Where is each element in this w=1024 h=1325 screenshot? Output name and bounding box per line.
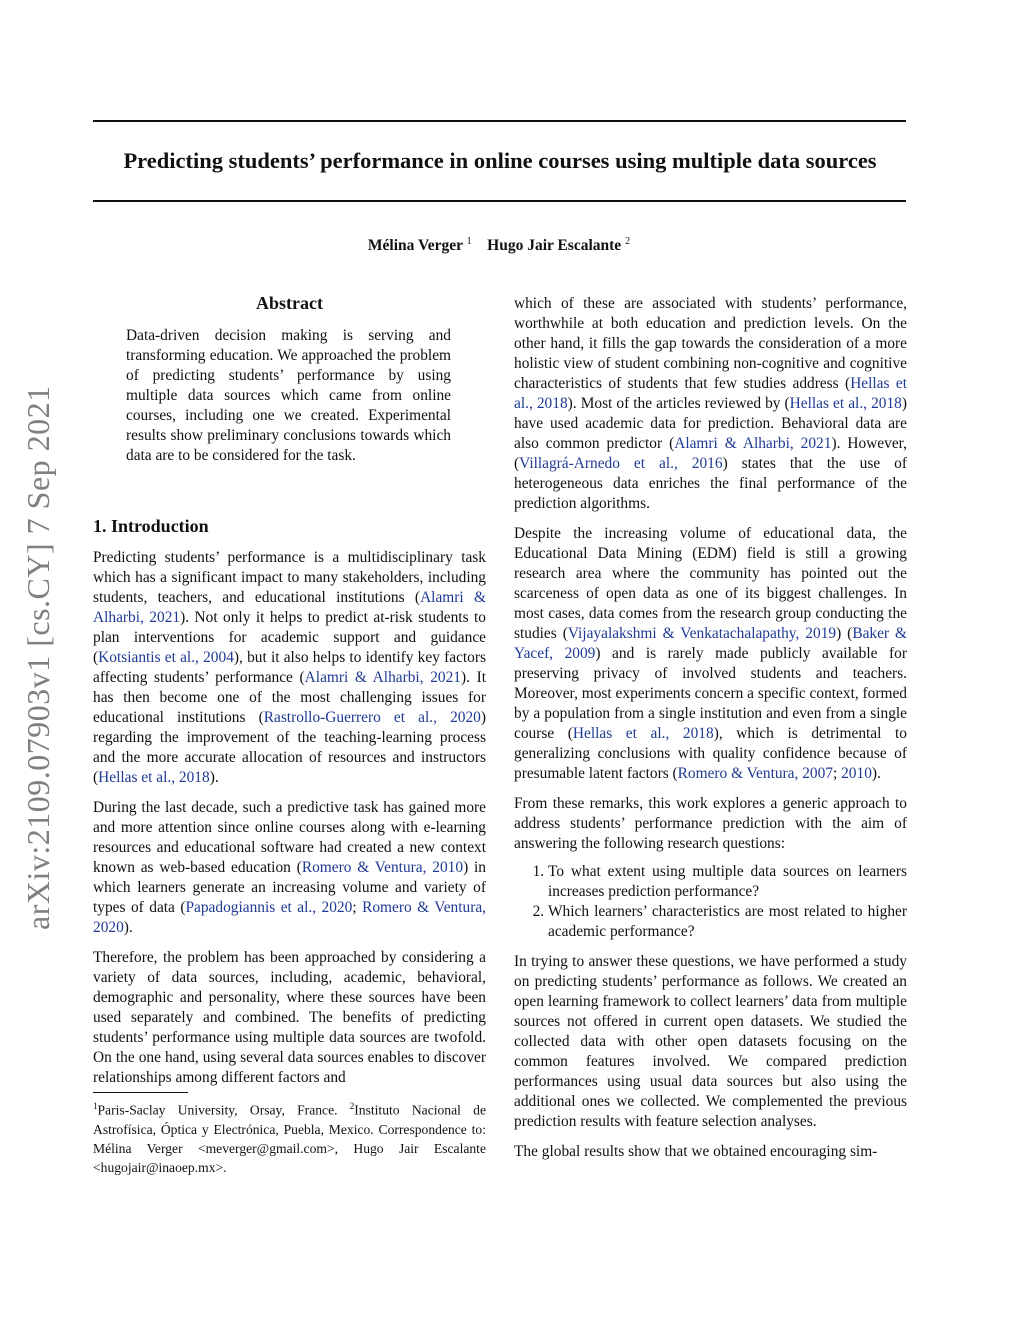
- paper-title: Predicting students’ performance in online courses using multiple data sources: [123, 148, 877, 173]
- citation-link[interactable]: Vijayalakshmi & Venkatachalapathy, 2019: [567, 625, 837, 642]
- section-heading: 1. Introduction: [93, 516, 209, 536]
- body-paragraph: Despite the increasing volume of educational data, the Educational Data Mining (EDM) field is still a growing research area where the community has pointed out the scarceness of open data as one of its biggest challenges. In most cases, data comes from the research group conducting the studies (Vijayalakshmi & Venkatachalapathy, 2019) (Baker & Yacef, 2009) and is rarely made publicly available for preserving privacy of involved students and teachers. Moreover, most experiments concern a specific context, formed by a population from a single institution and even from a single course (Hellas et al., 2018), which is detrimental to generalizing conclusions with quality confidence because of presumable latent factors (Romero & Ventura, 2007; 2010).: [514, 525, 907, 782]
- citation-link[interactable]: Villagrá-Arnedo et al., 2016: [519, 455, 723, 472]
- citation-link[interactable]: Alamri & Alharbi, 2021: [674, 435, 832, 452]
- footnote-rule: [93, 1092, 188, 1093]
- body-paragraph: During the last decade, such a predictive task has gained more and more attention since online courses along with e-learning resources and educational software had created a new context known as web-based education (Romero & Ventura, 2010) in which learners generate an increasing volume and variety of types of data (Papadogiannis et al., 2020; Romero & Ventura, 2020).: [93, 799, 487, 936]
- footnote: $^1$Paris-Saclay University, Orsay, France. $^2$Instituto Nacional de Astrofísica, Óptica y Electrónica, Puebla, Mexico. Correspondence to: Mélina Verger <meverger@gmail.com>, Hugo Jair Escalante <hugojair@inaoep.mx>.: [93, 1101, 486, 1175]
- citation-link[interactable]: Alamri & Alharbi, 2021: [304, 669, 461, 686]
- body-paragraph: Therefore, the problem has been approached by considering a variety of data sources, including, academic, behavioral, demographic and personality, where these sources have been used separately and combined. The benefits of predicting students’ performance using multiple data sources are twofold. On the one hand, using several data sources enables to discover relationships among different factors and: [93, 949, 486, 1086]
- title-rule-bottom: [93, 200, 906, 202]
- citation-link[interactable]: Hellas et al., 2018: [789, 395, 902, 412]
- title-rule-top: [93, 120, 906, 122]
- body-paragraph: From these remarks, this work explores a generic approach to address students’ performance prediction with the aim of answering the following research questions:: [514, 795, 907, 852]
- arxiv-identifier-stamp: arXiv:2109.07903v1 [cs.CY] 7 Sep 2021: [20, 385, 56, 930]
- citation-link[interactable]: Romero & Ventura, 2020: [93, 899, 486, 936]
- author-name: Hugo Jair Escalante: [487, 237, 622, 255]
- body-paragraph: The global results show that we obtained encouraging sim-: [514, 1143, 878, 1160]
- body-paragraph: In trying to answer these questions, we have performed a study on predicting students’ performance as follows. We created an open learning framework to collect learners’ data from multiple sources not offered in current open datasets. We studied the collected data with other open datasets focusing on the common features involved. We compared prediction performances using usual data sources but also using the additional ones we collected. We complemented the previous prediction results with feature selection analyses.: [514, 953, 907, 1130]
- author-affiliation-mark: 2: [625, 236, 631, 247]
- author-name: Mélina Verger: [367, 237, 463, 255]
- abstract-heading: Abstract: [256, 293, 323, 313]
- left-column: [93, 290, 486, 1088]
- citation-link[interactable]: Alamri & Alharbi, 2021: [93, 589, 486, 626]
- citation-link[interactable]: 2010: [841, 765, 872, 782]
- list-item: 1. To what extent using multiple data sources on learners increases prediction performance?: [548, 862, 907, 902]
- research-questions-list: [514, 862, 907, 942]
- citation-link[interactable]: Hellas et al., 2018: [514, 375, 907, 412]
- author-list: [0, 236, 998, 255]
- citation-link[interactable]: Romero & Ventura, 2010: [301, 859, 464, 876]
- citation-link[interactable]: Rastrollo-Guerrero et al., 2020: [263, 709, 481, 726]
- abstract-text: Data-driven decision making is serving and transforming education. We approached the problem of predicting students’ performance by using multiple data sources which came from online courses, including one we created. Experimental results show preliminary conclusions towards which data are to be considered for the task.: [126, 327, 451, 464]
- author-affiliation-mark: 1: [466, 236, 472, 247]
- right-column: [514, 294, 907, 1162]
- list-item: 2. Which learners’ characteristics are most related to higher academic performance?: [548, 902, 907, 942]
- body-paragraph: Predicting students’ performance is a multidisciplinary task which has a significant impact to many stakeholders, including students, teachers, and educational institutions (Alamri & Alharbi, 2021). Not only it helps to predict at-risk students to plan interventions for academic support and guidance (Kotsiantis et al., 2004), but it also helps to identify key factors affecting students’ performance (Alamri & Alharbi, 2021). It has then become one of the most challenging issues for educational institutions (Rastrollo-Guerrero et al., 2020) regarding the improvement of the teaching-learning process and the more accurate allocation of resources and instructors (Hellas et al., 2018).: [93, 549, 487, 786]
- citation-link[interactable]: Kotsiantis et al., 2004: [98, 649, 234, 666]
- citation-link[interactable]: Hellas et al., 2018: [572, 725, 714, 742]
- body-paragraph: which of these are associated with students’ performance, worthwhile at both education and prediction levels. On the other hand, it fills the gap towards the consideration of a more holistic view of student combining non-cognitive and cognitive characteristics of students that few studies address (Hellas et al., 2018). Most of the articles reviewed by (Hellas et al., 2018) have used academic data for prediction. Behavioral data are also common predictor (Alamri & Alharbi, 2021). However, (Villagrá-Arnedo et al., 2016) states that the use of heterogeneous data enriches the final performance of the prediction algorithms.: [514, 295, 908, 512]
- citation-link[interactable]: Baker & Yacef, 2009: [514, 625, 907, 662]
- citation-link[interactable]: Romero & Ventura, 2007: [677, 765, 833, 782]
- citation-link[interactable]: Hellas et al., 2018: [98, 769, 210, 786]
- citation-link[interactable]: Papadogiannis et al., 2020: [185, 899, 353, 916]
